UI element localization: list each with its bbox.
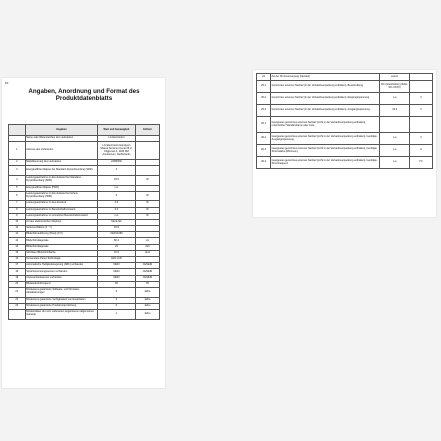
row-unit: JA/NEIN: [135, 275, 159, 281]
header-angaben: Angaben: [25, 125, 97, 136]
row-label: Leistungsaufnahme im Ein-Zustand bei hohem Dynamikumfang (HDR): [25, 191, 97, 201]
row-value: 0: [98, 303, 136, 309]
row-unit: [135, 142, 159, 160]
row-unit: W: [135, 201, 159, 207]
table-row: [9, 142, 160, 160]
row-value: n.a: [380, 133, 410, 145]
row-label: Spracherkennungssensor vorhanden: [25, 269, 97, 275]
row-number: 15: [9, 250, 26, 256]
row-value: 1920x1080: [98, 232, 136, 238]
row-unit: Zoll: [135, 244, 159, 250]
row-label: Verwendete Panel-Technologie: [25, 257, 97, 263]
row-value: 0.3: [98, 207, 136, 213]
row-label: Adresse des Lieferanten: [25, 142, 97, 160]
row-number: 26.1: [257, 117, 271, 133]
row-label: Geeignetes genormtes externes Netzteil (nicht in der Verkaufsverpackung enthalten), unterstützter Standardname oder Liste: [271, 117, 380, 133]
row-value: 60: [98, 281, 136, 287]
row-label: Geeignetes genormtes externes Netzteil (nicht in der Verkaufsverpackung enthalten), benötigte Stromfrequenz: [271, 157, 380, 169]
row-unit: dm2: [135, 250, 159, 256]
row-number: 23: [9, 303, 26, 309]
row-value: NEIN: [98, 263, 136, 269]
row-label: Mindestens garantierte Software- und Firmware-Aktualisierungen: [25, 287, 97, 297]
row-unit: V: [410, 93, 433, 105]
row-number: 25.1: [257, 81, 271, 93]
row-value: extern: [380, 74, 410, 81]
row-value: LED LCD: [98, 257, 136, 263]
row-number: 26.2: [257, 133, 271, 145]
row-label: Bildwiederholfrequenz: [25, 281, 97, 287]
header-einheit: Einheit: [135, 125, 159, 136]
row-value: NEIN: [98, 269, 136, 275]
row-label: Mindestdauer der vom Lieferanten angebotenen allgemeinen Garantie: [25, 309, 97, 319]
row-value: n.a: [380, 145, 410, 157]
row-label: Bildschirmdiagonale: [25, 238, 97, 244]
row-number: 7: [9, 201, 26, 207]
row-label: Bildschirmauflösung (Pixel) (X:X): [25, 232, 97, 238]
row-number: 10: [9, 219, 26, 225]
table-header-row: [9, 125, 160, 136]
row-number: 21: [9, 287, 26, 297]
row-number: 6: [9, 191, 26, 201]
table-row: [257, 105, 433, 117]
row-unit: Jahre: [135, 297, 159, 303]
row-unit: W: [135, 191, 159, 201]
row-label: Energieeffizienzklasse bei Standard-Dynamikumfang (SDR): [25, 166, 97, 176]
row-label: Art des elektronischen Displays: [25, 219, 97, 225]
row-label: Bildschirmdiagonale: [25, 244, 97, 250]
product-datasheet-page-left: [2, 78, 165, 388]
row-label: Art der Stromversorgung (Netzteil): [271, 74, 380, 81]
row-label: Name oder Warenzeichen des Lieferanten: [25, 136, 97, 142]
row-label: Mindestens garantierte Verfügbarkeit von Ersatzteilen: [25, 297, 97, 303]
row-label: Mindestens garantierte Produktunterstützung: [25, 303, 97, 309]
row-value: 0: [98, 191, 136, 201]
row-label: Leistungsaufnahme im Aus-Zustand: [25, 201, 97, 207]
row-value: 19.5: [98, 175, 136, 185]
row-value: F: [98, 166, 136, 176]
table-row: [257, 74, 433, 81]
row-label: Leistungsaufnahme im Bereitschaftszustand: [25, 207, 97, 213]
row-value: n.a: [380, 93, 410, 105]
row-number: 22: [9, 297, 26, 303]
row-value: n.a.: [98, 213, 136, 219]
row-unit: [410, 117, 433, 133]
row-label: Seitenverhältnis (X : Y): [25, 226, 97, 232]
row-unit: cm: [135, 238, 159, 244]
row-unit: JA/NEIN: [135, 263, 159, 269]
row-unit: JA/NEIN: [135, 269, 159, 275]
power-supply-table: [256, 73, 433, 169]
row-unit: A: [410, 145, 433, 157]
row-number: 26.4: [257, 157, 271, 169]
table-row: [9, 287, 160, 297]
row-unit: Hz: [135, 281, 159, 287]
row-number: 13: [9, 238, 26, 244]
row-value: 24MP430: [98, 160, 136, 166]
row-number: 8: [9, 207, 26, 213]
row-unit: W: [135, 213, 159, 219]
row-number: 24: [257, 74, 271, 81]
row-unit: W: [135, 175, 159, 185]
row-label: Geeignetes genormtes externes Netzteil (nicht in der Verkaufsverpackung enthalten), benötigte Stromstärke (Minimum): [271, 145, 380, 157]
table-row: [257, 93, 433, 105]
row-value: 19.0: [380, 105, 410, 117]
header-wert: Wert und Genauigkeit: [98, 125, 136, 136]
row-label: Modellkennung des Lieferanten: [25, 160, 97, 166]
row-label: Leistungsaufnahme im Ein-Zustand bei Standard-Dynamikumfang (SDR): [25, 175, 97, 185]
row-unit: Hz: [410, 157, 433, 169]
row-label: Automatische Helligkeitsregelung (ABC) vorhanden: [25, 263, 97, 269]
row-number: 25.3: [257, 105, 271, 117]
row-number: 11: [9, 226, 26, 232]
row-label: Genormtes externes Netzteil (in der Verkaufsverpackung enthalten), Ausgangsspannung: [271, 105, 380, 117]
row-unit: W: [135, 207, 159, 213]
row-value: 24: [98, 244, 136, 250]
row-label: Anwesenheitssensor vorhanden: [25, 275, 97, 281]
table-row: [257, 133, 433, 145]
row-number: 12: [9, 232, 26, 238]
table-row: [9, 191, 160, 201]
row-unit: [410, 74, 433, 81]
row-label: Geeignetes genormtes externes Netzteil (nicht in der Verkaufsverpackung enthalten), benötigte Ausgangsspannung: [271, 133, 380, 145]
header-number: [9, 125, 26, 136]
row-unit: Jahre: [135, 309, 159, 319]
row-label: Energieeffizienzklasse (HDR): [25, 185, 97, 191]
row-number: [9, 309, 26, 319]
table-row: [9, 166, 160, 176]
table-row: [257, 157, 433, 169]
page-number: 10: [5, 81, 9, 85]
table-row: [257, 145, 433, 157]
row-number: 4: [9, 175, 26, 185]
row-unit: V: [410, 105, 433, 117]
row-label: Sichtbare Bildschirmfläche: [25, 250, 97, 256]
row-value: 1: [98, 309, 136, 319]
page-title: Angaben, Anordnung und Format des Produktdatenblatts: [28, 88, 140, 103]
row-label: Leistungsaufnahme im vernetzten Bereitschaftszustand: [25, 213, 97, 219]
row-number: 16: [9, 257, 26, 263]
row-number: 14: [9, 244, 26, 250]
row-number: 18: [9, 269, 26, 275]
row-value: NEIN: [98, 275, 136, 281]
row-value: n.a: [380, 157, 410, 169]
row-unit: Jahre: [135, 303, 159, 309]
row-value: n.a.: [98, 185, 136, 191]
row-value: 0: [98, 297, 136, 303]
table-row: [9, 175, 160, 185]
row-number: 17: [9, 263, 26, 269]
row-number: 20: [9, 281, 26, 287]
product-datasheet-page-right: [253, 70, 436, 217]
row-number: 2: [9, 160, 26, 166]
row-value: 0: [98, 287, 136, 297]
row-value: LG Electronics European Shared Services Center B.V., Krijgsman 1, 1186 DM Amstelveen, Netherlands: [98, 142, 136, 160]
row-number: 3: [9, 166, 26, 176]
row-value: 16:9: [98, 226, 136, 232]
datasheet-table: [8, 124, 160, 320]
row-label: Genormtes externes Netzteil (in der Verkaufsverpackung enthalten), Beschreibung: [271, 81, 380, 93]
row-number: 1: [9, 142, 26, 160]
row-value: 0.3: [98, 201, 136, 207]
row-number: 19: [9, 275, 26, 281]
row-value: 15.9: [98, 250, 136, 256]
row-value: 60.4: [98, 238, 136, 244]
row-unit: Jahre: [135, 287, 159, 297]
row-value: LG Electronics: [98, 136, 136, 142]
row-number: 25.2: [257, 93, 271, 105]
row-value: DC (Gleichstrom) (EAU-RC-XXXX): [380, 81, 410, 93]
table-row: [257, 81, 433, 93]
row-number: 9: [9, 213, 26, 219]
table-row: [257, 117, 433, 133]
row-value: [380, 117, 410, 133]
row-value: Mock-fair: [98, 219, 136, 225]
row-number: 26.3: [257, 145, 271, 157]
row-unit: [410, 81, 433, 93]
row-unit: [135, 166, 159, 176]
table-row: [9, 309, 160, 319]
row-label: Genormtes externes Netzteil (in der Verkaufsverpackung enthalten), Eingangsspannung: [271, 93, 380, 105]
row-number: 5: [9, 185, 26, 191]
row-unit: V: [410, 133, 433, 145]
